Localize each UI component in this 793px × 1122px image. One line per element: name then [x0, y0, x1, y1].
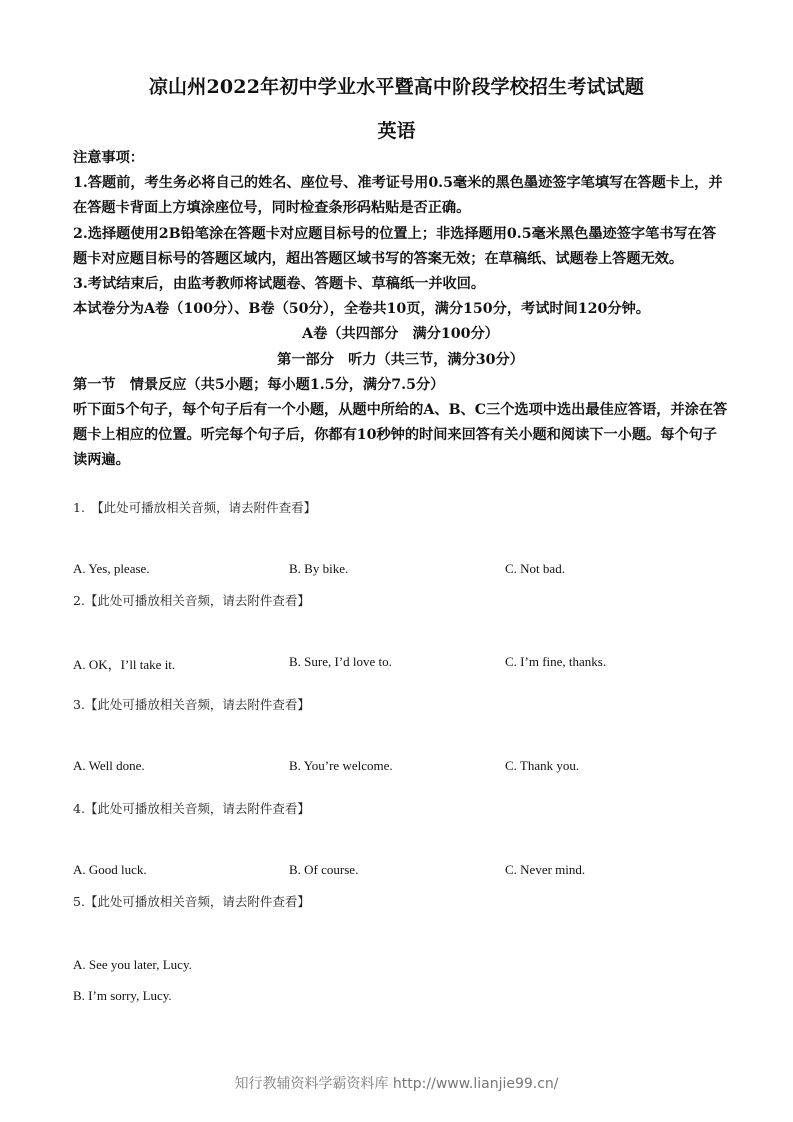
question-3-option-c: C. Thank you. — [505, 758, 580, 773]
question-3-option-a: A. Well done. — [73, 758, 145, 773]
question-3-option-b: B. You’re welcome. — [289, 758, 393, 773]
question-2-audio-link[interactable]: 2.【此处可播放相关音频，请去附件查看】 — [73, 593, 310, 608]
note-item-3: 3.考试结束后，由监考教师将试题卷、答题卡、草稿纸一并收回。 — [73, 276, 486, 293]
note-item-2: 2.选择题使用2B铅笔涂在答题卡对应题目标号的位置上；非选择题用0.5毫米黑色墨迹签字笔书写在答题卡对应题目标号的答题区域内，超出答题区域书写的答案无效；在草稿纸、试题卷上答题无效。 — [73, 225, 717, 267]
instructions-block — [73, 146, 728, 474]
question-5-option-b: B. I’m sorry, Lucy. — [73, 988, 172, 1003]
question-4-audio-link[interactable]: 4.【此处可播放相关音频，请去附件查看】 — [73, 801, 310, 816]
note-item-1: 1.答题前，考生务必将自己的姓名、座位号、准考证号用0.5毫米的黑色墨迹签字笔填写在答题卡上，并在答题卡背面上方填涂座位号，同时检查条形码粘贴是否正确。 — [73, 175, 723, 217]
question-4-option-b: B. Of course. — [289, 862, 359, 877]
paper-info: 本试卷分为A卷（100分）、B卷（50分），全卷共10页，满分150分，考试时间120分钟。 — [73, 301, 650, 318]
question-5-audio-link[interactable]: 5.【此处可播放相关音频，请去附件查看】 — [73, 894, 310, 909]
volume-a-heading: A卷（共四部分 满分100分） — [302, 326, 499, 343]
notes-heading: 注意事项： — [73, 150, 144, 166]
exam-title: 凉山州2022年初中学业水平暨高中阶段学校招生考试试题 — [148, 76, 645, 98]
question-4-option-c: C. Never mind. — [505, 862, 586, 877]
question-5-option-a: A. See you later, Lucy. — [73, 957, 192, 972]
part-one-heading: 第一部分 听力（共三节，满分30分） — [277, 351, 524, 368]
section-one-heading: 第一节 情景反应（共5小题；每小题1.5分，满分7.5分） — [73, 376, 445, 393]
question-1-option-b: B. By bike. — [289, 561, 349, 576]
question-4-option-a: A. Good luck. — [73, 862, 147, 877]
listening-instructions: 听下面5个句子，每个句子后有一个小题，从题中所给的A、B、C三个选项中选出最佳应答语，并涂在答题卡上相应的位置。听完每个句子后，你都有10秒钟的时间来回答有关小题和阅读下一小题。每个句子读两遍。 — [73, 402, 728, 469]
subject-title: 英语 — [377, 120, 416, 142]
question-3-audio-link[interactable]: 3.【此处可播放相关音频，请去附件查看】 — [73, 697, 310, 712]
question-1-audio-link[interactable]: 1. 【此处可播放相关音频，请去附件查看】 — [73, 500, 317, 515]
question-2-option-c: C. I’m fine, thanks. — [505, 654, 607, 669]
question-1-option-a: A. Yes, please. — [73, 561, 150, 576]
question-2-option-a: A. OK，I’ll take it. — [73, 657, 176, 672]
footer-watermark[interactable]: 知行教辅资料学霸资料库 http://www.lianjie99.cn/ — [234, 1076, 559, 1092]
question-1-option-c: C. Not bad. — [505, 561, 565, 576]
question-2-option-b: B. Sure, I’d love to. — [289, 654, 392, 669]
